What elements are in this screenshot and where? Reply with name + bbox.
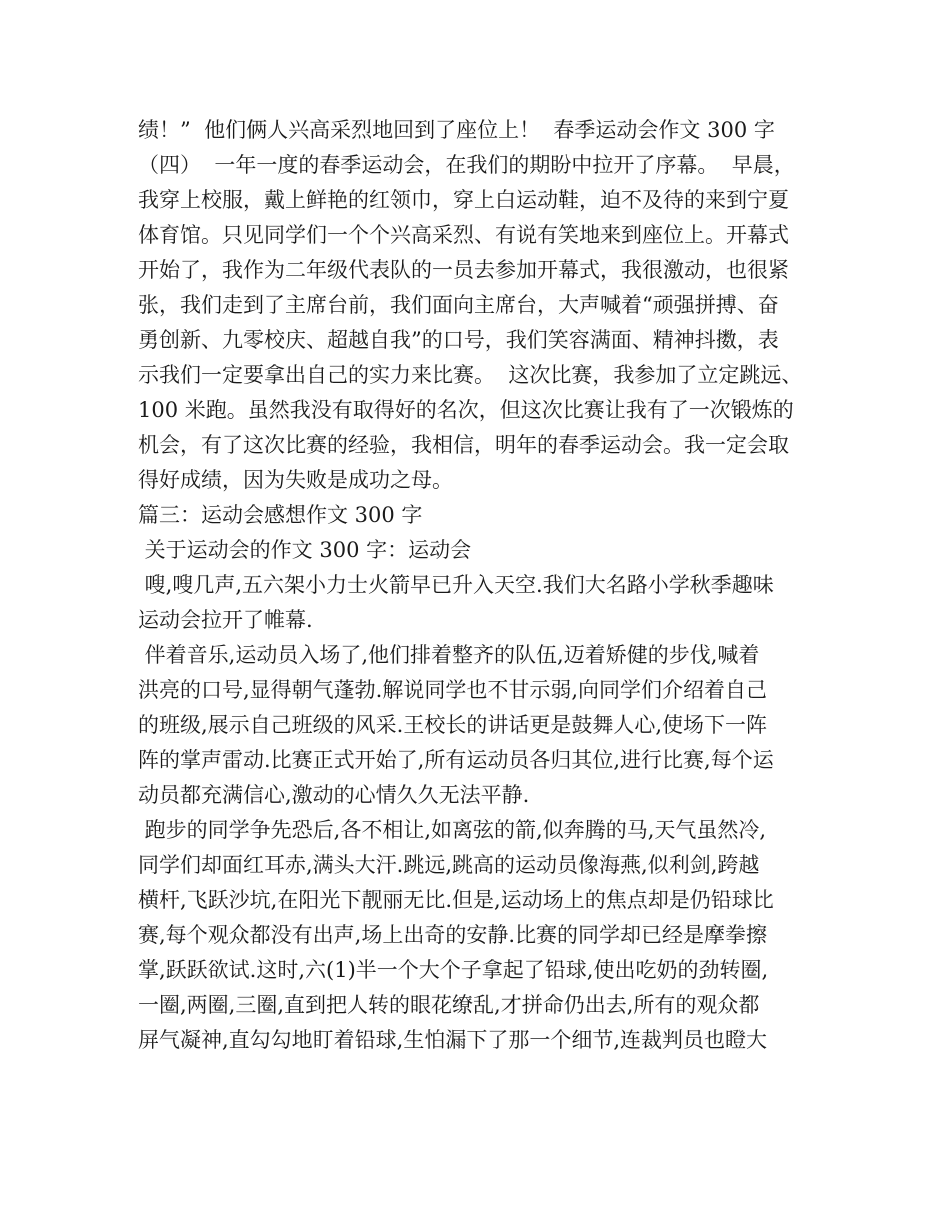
text-line: 一圈,两圈,三圈,直到把人转的眼花缭乱,才拼命仍出去,所有的观众都 xyxy=(138,993,760,1017)
text-line: （四） 一年一度的春季运动会，在我们的期盼中拉开了序幕。 早晨， xyxy=(138,153,795,177)
text-line: 得好成绩，因为失败是成功之母。 xyxy=(138,468,453,492)
article-title: 关于运动会的作文 300 字：运动会 xyxy=(138,538,472,562)
text-line: 阵的掌声雷动.比赛正式开始了,所有运动员各归其位,进行比赛,每个运 xyxy=(138,748,774,772)
text-line: 勇创新、九零校庆、超越自我”的口号，我们笑容满面、精神抖擞，表 xyxy=(138,328,779,352)
text-line: 绩！” 他们俩人兴高采烈地回到了座位上！ 春季运动会作文 300 字 xyxy=(138,118,775,142)
text-line: 跑步的同学争先恐后,各不相让,如离弦的箭,似奔腾的马,天气虽然冷, xyxy=(138,818,767,842)
text-line: 嗖,嗖几声,五六架小力士火箭早已升入天空.我们大名路小学秋季趣味 xyxy=(138,573,774,597)
text-line: 动员都充满信心,激动的心情久久无法平静. xyxy=(138,783,530,807)
text-line: 100 米跑。虽然我没有取得好的名次，但这次比赛让我有了一次锻炼的 xyxy=(138,398,794,422)
text-line: 掌,跃跃欲试.这时,六(1)半一个大个子拿起了铅球,使出吃奶的劲转圈, xyxy=(138,958,769,982)
text-line: 的班级,展示自己班级的风采.王校长的讲话更是鼓舞人心,使场下一阵 xyxy=(138,713,768,737)
text-line: 伴着音乐,运动员入场了,他们排着整齐的队伍,迈着矫健的步伐,喊着 xyxy=(138,643,760,667)
text-line: 我穿上校服，戴上鲜艳的红领巾，穿上白运动鞋，迫不及待的来到宁夏 xyxy=(138,188,789,212)
text-line: 运动会拉开了帷幕. xyxy=(138,608,313,632)
text-line: 开始了，我作为二年级代表队的一员去参加开幕式，我很激动，也很紧 xyxy=(138,258,789,282)
text-line: 张，我们走到了主席台前，我们面向主席台，大声喊着“顽强拼搏、奋 xyxy=(138,293,779,317)
text-line: 体育馆。只见同学们一个个兴高采烈、有说有笑地来到座位上。开幕式 xyxy=(138,223,789,247)
text-line: 屏气凝神,直勾勾地盯着铅球,生怕漏下了那一个细节,连裁判员也瞪大 xyxy=(138,1028,768,1052)
text-line: 机会，有了这次比赛的经验，我相信，明年的春季运动会。我一定会取 xyxy=(138,433,789,457)
text-line: 横杆,飞跃沙坑,在阳光下靓丽无比.但是,运动场上的焦点却是仍铅球比 xyxy=(138,888,774,912)
section-heading: 篇三：运动会感想作文 300 字 xyxy=(138,503,423,527)
text-line: 赛,每个观众都没有出声,场上出奇的安静.比赛的同学却已经是摩拳擦 xyxy=(138,923,768,947)
text-line: 同学们却面红耳赤,满头大汗.跳远,跳高的运动员像海燕,似利剑,跨越 xyxy=(138,853,760,877)
text-line: 示我们一定要拿出自己的实力来比赛。 这次比赛，我参加了立定跳远、 xyxy=(138,363,803,387)
text-line: 洪亮的口号,显得朝气蓬勃.解说同学也不甘示弱,向同学们介绍着自己 xyxy=(138,678,768,702)
